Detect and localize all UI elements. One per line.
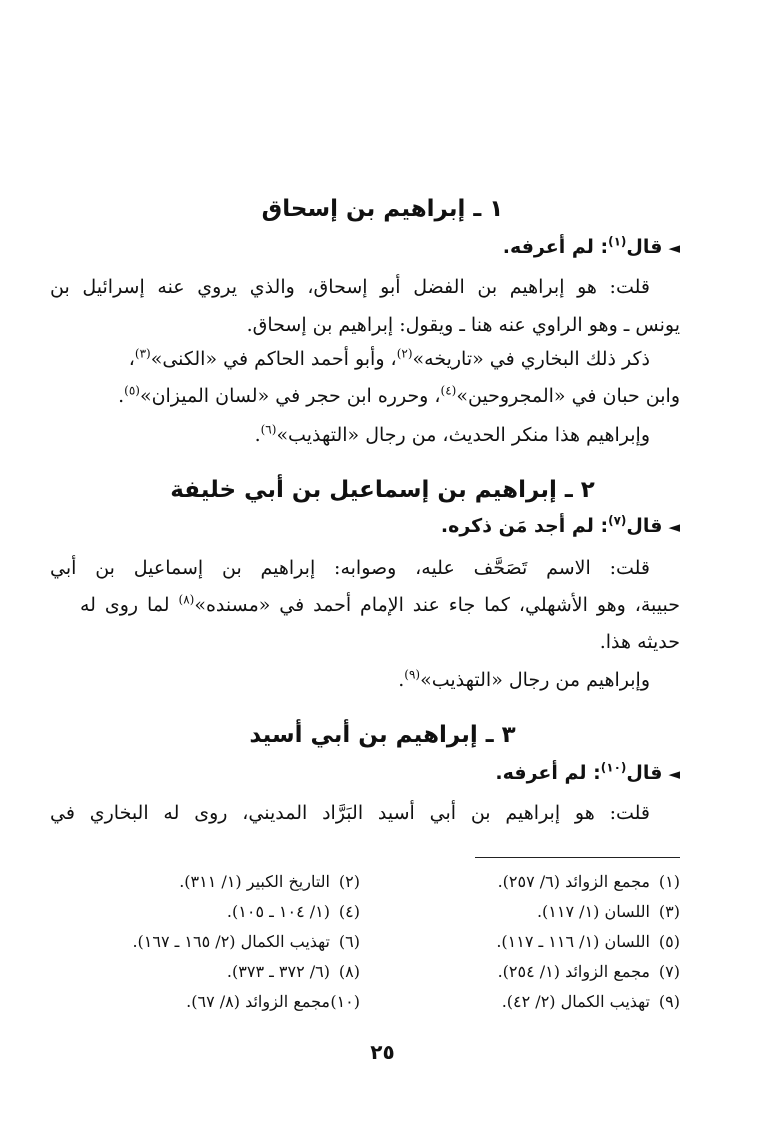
text-run: ، وحرره ابن حجر في «لسان الميزان» (139, 385, 441, 407)
text-run: . (398, 669, 405, 691)
qal-result: : لم أعرفه. (495, 762, 601, 784)
text-run: . (254, 424, 261, 446)
footnote-number: (٧) (658, 962, 680, 981)
footnote (186, 992, 360, 1011)
text-run: . (118, 385, 125, 407)
footnote-ref: (٢) (396, 346, 413, 361)
footnote-text: تهذيب الكمال (٢/ ١٦٥ ـ ١٦٧). (132, 932, 330, 951)
qal-line (80, 762, 680, 784)
footnote-text: تهذيب الكمال (٢/ ٤٢). (501, 992, 650, 1011)
footnote-number: (٦) (338, 932, 360, 951)
footnote-ref: (١) (608, 234, 627, 249)
footnote (496, 932, 680, 951)
text-run: لما روى له (80, 594, 179, 616)
paragraph-line (80, 590, 680, 620)
triangle-icon: ◄ (668, 239, 680, 257)
footnote-number: (١) (658, 872, 680, 891)
paragraph-line (80, 381, 680, 411)
paragraph-line: قلت: هو إبراهيم بن الفضل أبو إسحاق، والذي يروي عنه إسرائيل بن (50, 276, 650, 298)
qal-word: قال (626, 236, 663, 258)
paragraph-line: يونس ـ وهو الراوي عنه هنا ـ ويقول: إبراهيم بن إسحاق. (246, 314, 680, 336)
text-run: وإبراهيم من رجال «التهذيب» (420, 669, 650, 691)
footnote-text: التاريخ الكبير (١/ ٣١١). (179, 872, 330, 891)
footnote-text: (٦/ ٣٧٢ ـ ٣٧٣). (226, 962, 330, 981)
footnote-ref: (٦) (260, 422, 277, 437)
text-run: ذكر ذلك البخاري في «تاريخه» (412, 348, 650, 370)
footnote-ref: (١٠) (600, 760, 627, 775)
qal-line (80, 236, 680, 258)
footnote (502, 992, 680, 1011)
footnote-ref: (٨) (178, 592, 195, 607)
qal-result: : لم أعرفه. (502, 236, 609, 258)
section-heading: ٢ ـ إبراهيم بن إسماعيل بن أبي خليفة (170, 477, 595, 503)
paragraph-line (50, 344, 680, 374)
footnote-number: (٩) (658, 992, 680, 1011)
text-run: ، (128, 348, 135, 370)
footnote-ref: (٤) (440, 383, 457, 398)
footnote-number: (٥) (658, 932, 680, 951)
footnote (179, 872, 360, 891)
footnote-divider (475, 857, 680, 858)
footnote-number: (٣) (658, 902, 680, 921)
footnote-ref: (٥) (124, 383, 140, 398)
paragraph-line (50, 420, 680, 450)
footnote (227, 962, 360, 981)
paragraph-line: حديثه هذا. (599, 631, 680, 653)
footnote-ref: (٣) (134, 346, 151, 361)
footnote (227, 902, 360, 921)
paragraph-line: قلت: هو إبراهيم بن أبي أسيد البَرَّاد المديني، روى له البخاري في (50, 802, 650, 824)
footnote-text: مجمع الزوائد (٦/ ٢٥٧). (497, 872, 650, 891)
footnote-number: (٢) (338, 872, 360, 891)
qal-line (80, 515, 680, 537)
footnote (498, 872, 680, 891)
section-heading: ٣ ـ إبراهيم بن أبي أسيد (249, 722, 516, 748)
text-run: وابن حبان في «المجروحين» (456, 385, 680, 407)
footnote-ref: (٧) (608, 513, 627, 528)
triangle-icon: ◄ (668, 765, 680, 783)
footnote-text: اللسان (١/ ١١٦ ـ ١١٧). (496, 932, 650, 951)
footnote-ref: (٩) (404, 667, 421, 682)
text-run: حبيبة، وهو الأشهلي، كما جاء عند الإمام أحمد في «مسنده» (194, 594, 681, 616)
footnote (537, 902, 680, 921)
page-number: ٢٥ (370, 1040, 395, 1064)
footnote (498, 962, 680, 981)
paragraph-line (50, 665, 680, 695)
footnote-text: مجمع الزوائد (٨/ ٦٧). (186, 992, 330, 1011)
text-run: ، وأبو أحمد الحاكم في «الكنى» (150, 348, 397, 370)
text-run: وإبراهيم هذا منكر الحديث، من رجال «التهذيب» (276, 424, 650, 446)
footnote-text: اللسان (١/ ١١٧). (536, 902, 650, 921)
section-heading: ١ ـ إبراهيم بن إسحاق (261, 196, 504, 222)
qal-word: قال (626, 762, 663, 784)
footnote-number: (١٠) (330, 992, 360, 1011)
footnote-number: (٨) (338, 962, 360, 981)
footnote (132, 932, 360, 951)
qal-word: قال (626, 515, 663, 537)
paragraph-line: قلت: الاسم تَصَحَّف عليه، وصوابه: إبراهيم بن إسماعيل بن أبي (50, 557, 650, 579)
footnote-text: (١/ ١٠٤ ـ ١٠٥). (226, 902, 330, 921)
footnote-text: مجمع الزوائد (١/ ٢٥٤). (497, 962, 650, 981)
triangle-icon: ◄ (668, 518, 680, 536)
qal-result: : لم أجد مَن ذكره. (440, 515, 609, 537)
footnote-number: (٤) (338, 902, 360, 921)
